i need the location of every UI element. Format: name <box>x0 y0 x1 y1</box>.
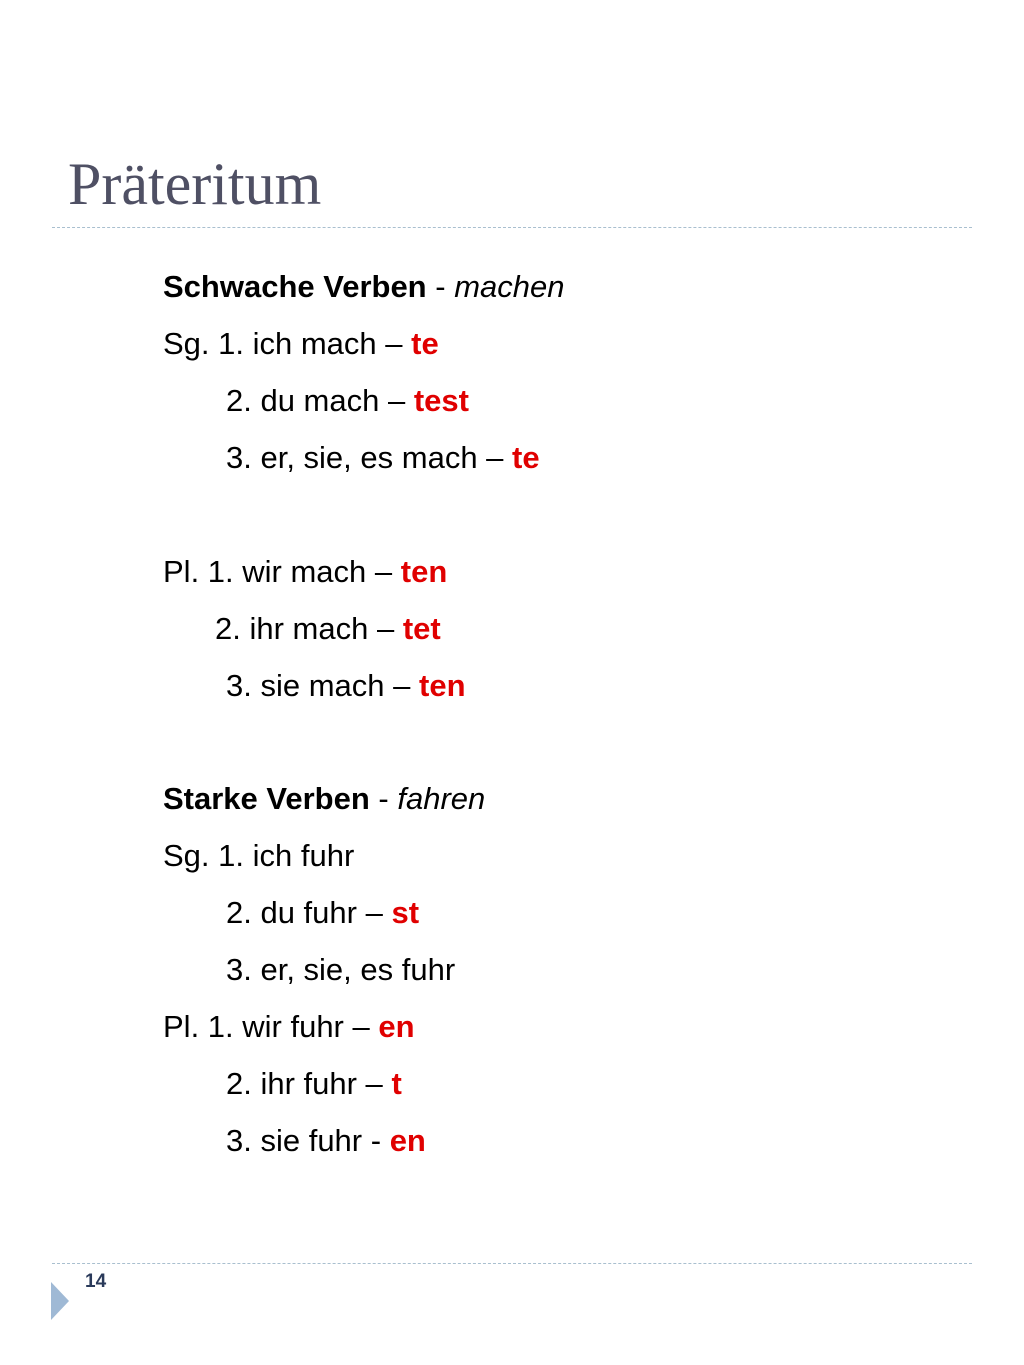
weak-sg2-line <box>226 381 469 421</box>
weak-sg2-label: 2. du mach – <box>226 383 406 418</box>
strong-pl3-ending: en <box>389 1123 426 1158</box>
strong-pl2-label: 2. ihr fuhr – <box>226 1066 383 1101</box>
weak-verbs-example: machen <box>454 269 565 304</box>
strong-pl2-ending: t <box>391 1066 402 1101</box>
strong-sg2-ending: st <box>391 895 420 930</box>
strong-sg2-label: 2. du fuhr – <box>226 895 383 930</box>
strong-sg1-label: Sg. 1. ich fuhr <box>163 838 355 873</box>
strong-sg3-line <box>226 950 455 990</box>
weak-pl1-line <box>163 552 447 592</box>
weak-verbs-dash: - <box>435 269 446 304</box>
strong-pl3-line <box>226 1121 426 1161</box>
slide-title: Präteritum <box>68 151 322 217</box>
strong-verbs-heading-line <box>163 779 485 819</box>
strong-sg1-line <box>163 836 354 876</box>
footer-divider <box>52 1263 972 1264</box>
weak-sg3-line <box>226 438 540 478</box>
weak-pl3-label: 3. sie mach – <box>226 668 411 703</box>
strong-sg2-line <box>226 893 419 933</box>
strong-pl1-line <box>163 1007 415 1047</box>
weak-sg2-ending: test <box>413 383 469 418</box>
weak-pl3-ending: ten <box>419 668 466 703</box>
strong-sg3-label: 3. er, sie, es fuhr <box>226 952 456 987</box>
strong-pl1-ending: en <box>378 1009 415 1044</box>
weak-pl1-ending: ten <box>400 554 448 589</box>
weak-verbs-heading: Schwache Verben <box>163 269 427 304</box>
weak-pl3-line <box>226 666 466 706</box>
weak-pl2-line <box>215 609 441 649</box>
title-divider <box>52 227 972 228</box>
strong-verbs-dash: - <box>378 781 389 816</box>
weak-verbs-heading-line <box>163 267 565 307</box>
weak-sg1-line <box>163 324 439 364</box>
weak-pl2-label: 2. ihr mach – <box>215 611 395 646</box>
page-number: 14 <box>85 1271 107 1292</box>
strong-verbs-example: fahren <box>397 781 486 816</box>
weak-sg1-ending: te <box>411 326 439 361</box>
weak-pl1-label: Pl. 1. wir mach – <box>163 554 393 589</box>
weak-sg3-ending: te <box>512 440 540 475</box>
weak-sg1-label: Sg. 1. ich mach – <box>163 326 403 361</box>
strong-pl2-line <box>226 1064 402 1104</box>
strong-pl3-label: 3. sie fuhr - <box>226 1123 382 1158</box>
strong-pl1-label: Pl. 1. wir fuhr – <box>163 1009 370 1044</box>
weak-pl2-ending: tet <box>402 611 441 646</box>
weak-sg3-label: 3. er, sie, es mach – <box>226 440 504 475</box>
triangle-right-icon <box>51 1282 69 1320</box>
strong-verbs-heading: Starke Verben <box>163 781 370 816</box>
